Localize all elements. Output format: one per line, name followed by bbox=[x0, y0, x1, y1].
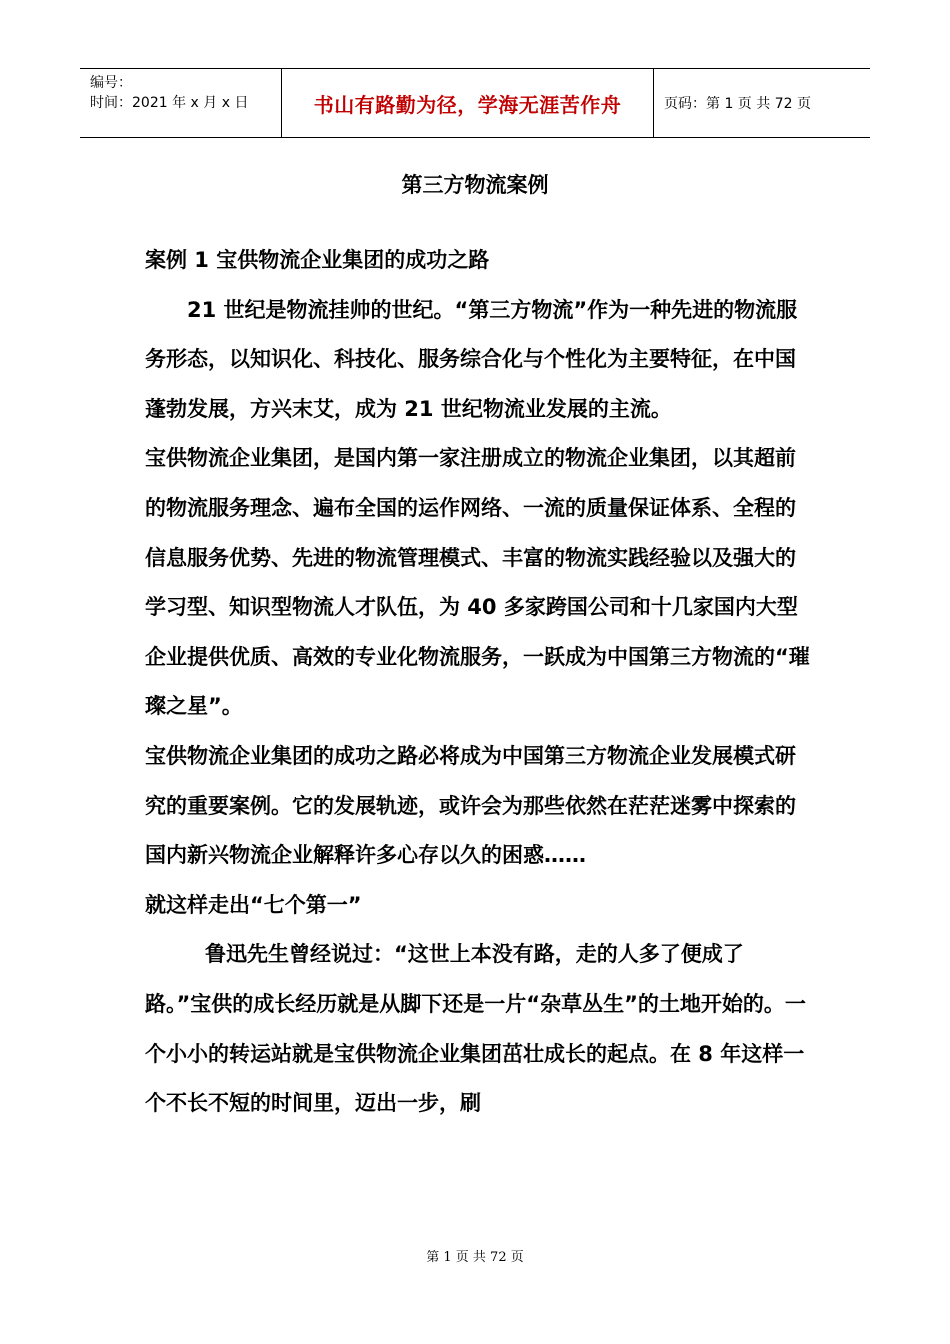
document-body bbox=[145, 236, 810, 1129]
document-title: 第三方物流案例 bbox=[401, 173, 549, 197]
header-page-code-cell bbox=[654, 69, 870, 137]
paragraph: 宝供物流企业集团的成功之路必将成为中国第三方物流企业发展模式研究的重要案例。它的发展轨迹，或许会为那些依然在茫茫迷雾中探索的国内新兴物流企业解释许多心存以久的困惑…… bbox=[145, 743, 796, 868]
motto: 书山有路勤为径，学海无涯苦作舟 bbox=[313, 92, 622, 117]
paragraph: 鲁迅先生曾经说过：“这世上本没有路，走的人多了便成了路。”宝供的成长经历就是从脚下还是一片“杂草丛生”的土地开始的。一个小小的转运站就是宝供物流企业集团茁壮成长的起点。在 8 年这样一个不长不短的时间里，迈出一步，刷 bbox=[145, 942, 806, 1116]
page-header bbox=[80, 68, 870, 138]
header-motto-cell bbox=[282, 69, 654, 137]
page-footer: 第 1 页 共 72 页 bbox=[426, 1250, 524, 1265]
case-heading: 案例 1 宝供物流企业集团的成功之路 bbox=[145, 248, 490, 272]
section-heading: 就这样走出“七个第一” bbox=[145, 892, 362, 917]
header-meta bbox=[80, 69, 282, 137]
paragraph: 21 世纪是物流挂帅的世纪。“第三方物流”作为一种先进的物流服务形态，以知识化、科技化、服务综合化与个性化为主要特征，在中国蓬勃发展，方兴末艾，成为 21 世纪物流业发展的主流。 bbox=[145, 297, 798, 421]
paragraph: 宝供物流企业集团，是国内第一家注册成立的物流企业集团，以其超前的物流服务理念、遍布全国的运作网络、一流的质量保证体系、全程的信息服务优势、先进的物流管理模式、丰富的物流实践经验以及强大的学习型、知识型物流人才队伍，为 40 多家跨国公司和十几家国内大型企业提供优质、高效的专业化物流服务，一跃成为中国第三方物流的“璀璨之星”。 bbox=[145, 446, 810, 719]
number-label: 编号： bbox=[90, 75, 132, 91]
page-code: 页码：第 1 页 共 72 页 bbox=[664, 96, 811, 112]
time-label: 时间：2021 年 x 月 x 日 bbox=[90, 95, 249, 111]
